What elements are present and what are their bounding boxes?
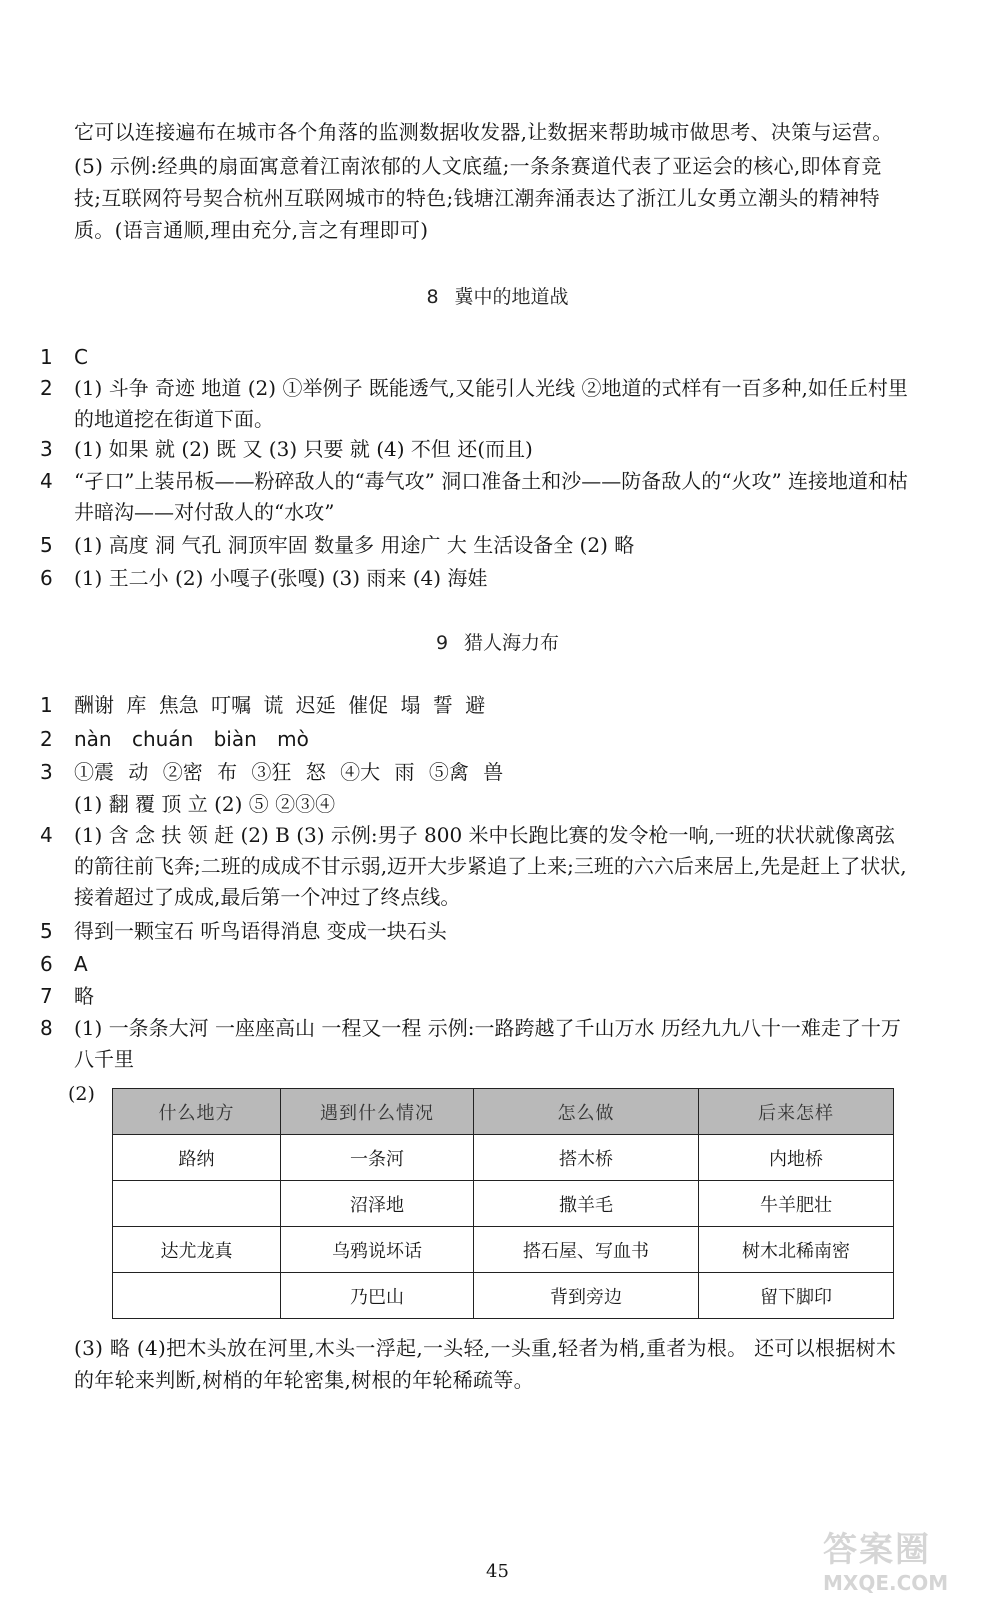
item-answer: 略 — [74, 984, 94, 1008]
table-cell: 背到旁边 — [474, 1273, 699, 1319]
item-answer: (1) 斗争 奇迹 地道 (2) ①举例子 既能透气,又能引人光线 ②地道的式样有一百多种,如任丘村里的地道挖在街道下面。 — [74, 376, 908, 431]
table-header-cell: 怎么做 — [474, 1089, 699, 1135]
table-row — [113, 1135, 894, 1181]
table-cell — [113, 1273, 281, 1319]
table-cell: 乌鸦说坏话 — [281, 1227, 474, 1273]
item-number: 3 — [40, 437, 53, 461]
table-cell — [113, 1181, 281, 1227]
table-cell: 留下脚印 — [699, 1273, 894, 1319]
item-number: 1 — [40, 345, 53, 369]
item-number: 6 — [40, 952, 53, 976]
section-number: 8 — [426, 286, 439, 308]
item-answer: (1) 高度 洞 气孔 洞顶牢固 数量多 用途广 大 生活设备全 (2) 略 — [74, 533, 635, 557]
section-title-9 — [0, 628, 995, 655]
item-answer: nàn chuán biàn mò — [74, 727, 309, 751]
page-number: 45 — [486, 1561, 509, 1582]
table-cell: 搭石屋、写血书 — [474, 1227, 699, 1273]
item-answer: C — [74, 345, 88, 369]
table-cell: 达尤龙真 — [113, 1227, 281, 1273]
item-answer: 酬谢 库 焦急 叮嘱 谎 迟延 催促 塌 誓 避 — [74, 693, 486, 717]
item-answer: (1) 含 念 扶 领 赶 (2) B (3) 示例:男子 800 米中长跑比赛的发令枪一响,一班的状状就像离弦的箭往前飞奔;二班的成成不甘示弱,迈开大步紧追了上来;三班的六六后来居上,先是赶上了状状,接着超过了成成,最后第一个冲过了终点线。 — [74, 823, 907, 909]
item-number: 7 — [40, 984, 53, 1008]
item-number: 4 — [40, 469, 53, 493]
item-number: 8 — [40, 1016, 53, 1040]
item-number: 2 — [40, 727, 53, 751]
item-answer: “孑口”上装吊板——粉碎敌人的“毒气攻” 洞口准备土和沙——防备敌人的“火攻” 连接地道和枯井暗沟——对付敌人的“水攻” — [74, 469, 909, 524]
item-answer: (1) 如果 就 (2) 既 又 (3) 只要 就 (4) 不但 还(而且) — [74, 437, 533, 461]
table-cell: 内地桥 — [699, 1135, 894, 1181]
table-cell: 乃巴山 — [281, 1273, 474, 1319]
table-cell: 沼泽地 — [281, 1181, 474, 1227]
intro-line-1: 它可以连接遍布在城市各个角落的监测数据收发器,让数据来帮助城市做思考、决策与运营。 — [74, 120, 893, 144]
item-answer: A — [74, 952, 88, 976]
section-title-text: 猎人海力布 — [464, 632, 560, 654]
after-table-answer: (3) 略 (4)把木头放在河里,木头一浮起,一头轻,一头重,轻者为梢,重者为根。 还可以根据树木的年轮来判断,树梢的年轮密集,树根的年轮稀疏等。 — [74, 1336, 897, 1392]
item-answer: (1) 一条条大河 一座座高山 一程又一程 示例:一路跨越了千山万水 历经九九八十一难走了十万八千里 — [74, 1016, 901, 1071]
table-header-cell: 遇到什么情况 — [281, 1089, 474, 1135]
table-cell: 牛羊肥壮 — [699, 1181, 894, 1227]
item-number: 5 — [40, 533, 53, 557]
table-cell: 一条河 — [281, 1135, 474, 1181]
section-number: 9 — [435, 632, 449, 654]
answer-table — [112, 1088, 894, 1319]
watermark — [823, 1522, 973, 1595]
item-number: 5 — [40, 919, 53, 943]
table-row — [113, 1273, 894, 1319]
table-cell: 树木北稀南密 — [699, 1227, 894, 1273]
table-label: (2) — [68, 1083, 95, 1105]
item-answer: ①震 动 ②密 布 ③狂 怒 ④大 雨 ⑤禽 兽 — [74, 760, 504, 784]
table-cell: 路纳 — [113, 1135, 281, 1181]
intro-answer-5: (5) 示例:经典的扇面寓意着江南浓郁的人文底蕴;一条条赛道代表了亚运会的核心,即体育竞技;互联网符号契合杭州互联网城市的特色;钱塘江潮奔涌表达了浙江儿女勇立潮头的精神特质。(语言通顺,理由充分,言之有理即可) — [74, 154, 882, 242]
item-answer: (1) 王二小 (2) 小嘎子(张嘎) (3) 雨来 (4) 海娃 — [74, 566, 488, 590]
table-row — [113, 1181, 894, 1227]
item-number: 2 — [40, 376, 53, 400]
section-title-8 — [0, 282, 995, 309]
item-number: 3 — [40, 760, 53, 784]
item-number: 6 — [40, 566, 53, 590]
item-answer: 得到一颗宝石 听鸟语得消息 变成一块石头 — [74, 919, 447, 943]
watermark-logo: 答案圈 — [823, 1530, 931, 1570]
watermark-url: MXQE.COM — [823, 1571, 949, 1595]
item-answer-continued: (1) 翻 覆 顶 立 (2) ⑤ ②③④ — [74, 792, 336, 816]
section-title-text: 冀中的地道战 — [454, 286, 569, 308]
table-cell: 搭木桥 — [474, 1135, 699, 1181]
table-header-cell: 什么地方 — [113, 1089, 281, 1135]
table-header-row — [113, 1089, 894, 1135]
item-number: 1 — [40, 693, 53, 717]
table-header-cell: 后来怎样 — [699, 1089, 894, 1135]
table-cell: 撒羊毛 — [474, 1181, 699, 1227]
table-row — [113, 1227, 894, 1273]
item-number: 4 — [40, 823, 53, 847]
